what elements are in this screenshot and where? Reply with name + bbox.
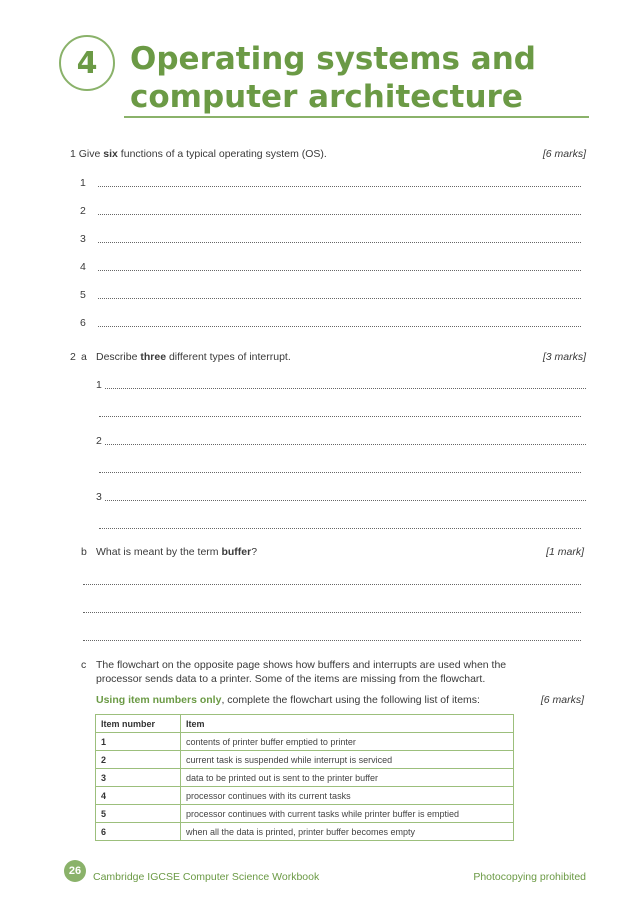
answer-line[interactable]: [99, 472, 581, 473]
table-header-row: [96, 715, 514, 733]
item-number-cell: 1: [96, 733, 181, 751]
question-2b-marks: [1 mark]: [546, 546, 584, 558]
chapter-number: 4: [76, 45, 98, 81]
answer-line[interactable]: [98, 270, 581, 271]
item-text-cell: processor continues with its current tasks: [181, 787, 514, 805]
question-2c-instruction: Using item numbers only, complete the flowchart using the following list of items:: [96, 694, 480, 706]
question-1-number: 1: [70, 148, 76, 160]
answer-number: 6: [80, 317, 86, 329]
table-row: [96, 733, 514, 751]
title-divider: [124, 116, 589, 118]
answer-number: 2: [96, 435, 102, 447]
table-row: [96, 823, 514, 841]
item-text-cell: when all the data is printed, printer buffer becomes empty: [181, 823, 514, 841]
question-2c-text-line2: processor sends data to a printer. Some of the items are missing from the flowchart.: [96, 673, 486, 685]
answer-number: 3: [96, 491, 102, 503]
answer-line[interactable]: [98, 298, 581, 299]
table-header-cell: Item: [181, 715, 514, 733]
chapter-title-line1: Operating systems and: [130, 41, 536, 77]
page-number-badge: [64, 860, 86, 882]
table-header-cell: Item number: [96, 715, 181, 733]
chapter-number-badge: [59, 35, 115, 91]
table-row: [96, 769, 514, 787]
question-2b-part: b: [81, 546, 87, 558]
answer-number: 2: [80, 205, 86, 217]
question-2a-text: Describe three different types of interrupt.: [96, 351, 291, 363]
item-number-cell: 3: [96, 769, 181, 787]
answer-number: 5: [80, 289, 86, 301]
footer-notice: Photocopying prohibited: [473, 871, 586, 883]
answer-line[interactable]: [105, 444, 586, 445]
question-1: [70, 148, 327, 160]
answer-line[interactable]: [98, 242, 581, 243]
answer-line[interactable]: [99, 416, 581, 417]
question-2b-text: What is meant by the term buffer?: [96, 546, 258, 558]
item-text-cell: current task is suspended while interrupt is serviced: [181, 751, 514, 769]
item-number-cell: 2: [96, 751, 181, 769]
question-2a-part: a: [81, 351, 87, 363]
question-2c-part: c: [81, 659, 87, 671]
chapter-title-line2: computer architecture: [130, 79, 523, 115]
table-row: [96, 751, 514, 769]
question-2c-text-line1: The flowchart on the opposite page shows how buffers and interrupts are used when the: [96, 659, 507, 671]
answer-line[interactable]: [98, 214, 581, 215]
answer-number: 3: [80, 233, 86, 245]
answer-line[interactable]: [105, 500, 586, 501]
answer-line[interactable]: [83, 612, 581, 613]
answer-line[interactable]: [83, 584, 581, 585]
question-2c-marks: [6 marks]: [540, 694, 584, 706]
question-1-marks: [6 marks]: [542, 148, 586, 160]
answer-number: 1: [80, 177, 86, 189]
answer-line[interactable]: [105, 388, 586, 389]
items-table: [95, 714, 514, 841]
page-number: 26: [68, 865, 82, 877]
table-row: [96, 787, 514, 805]
item-number-cell: 6: [96, 823, 181, 841]
footer-book-title: Cambridge IGCSE Computer Science Workbook: [93, 871, 320, 883]
question-2a-marks: [3 marks]: [542, 351, 586, 363]
answer-number: 1: [96, 379, 102, 391]
question-1-text: Give six functions of a typical operating system (OS).: [78, 148, 327, 160]
answer-line[interactable]: [99, 528, 581, 529]
item-text-cell: contents of printer buffer emptied to printer: [181, 733, 514, 751]
question-2-number: 2: [70, 351, 76, 363]
answer-number: 4: [80, 261, 86, 273]
item-text-cell: processor continues with current tasks while printer buffer is emptied: [181, 805, 514, 823]
answer-line[interactable]: [98, 326, 581, 327]
item-number-cell: 4: [96, 787, 181, 805]
answer-line[interactable]: [83, 640, 581, 641]
answer-line[interactable]: [98, 186, 581, 187]
chapter-title: [130, 40, 536, 116]
table-row: [96, 805, 514, 823]
item-number-cell: 5: [96, 805, 181, 823]
item-text-cell: data to be printed out is sent to the printer buffer: [181, 769, 514, 787]
